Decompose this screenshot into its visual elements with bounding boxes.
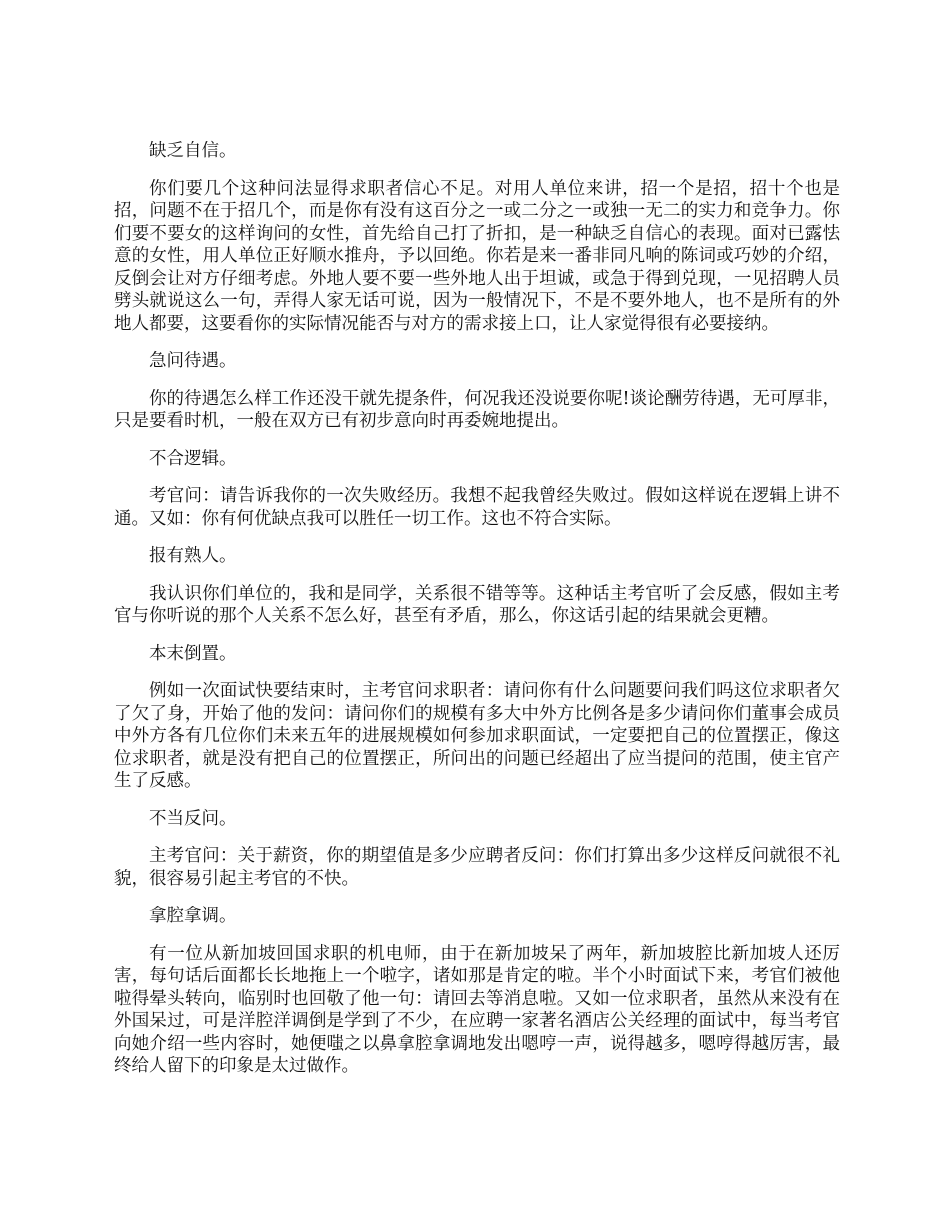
section-body: 你的待遇怎么样工作还没干就先提条件，何况我还没说要你呢!谈论酬劳待遇，无可厚非，只是要看时机，一般在双方已有初步意向时再委婉地提出。: [114, 388, 840, 431]
section-illogical: [114, 448, 840, 531]
section-body: 考官问：请告诉我你的一次失败经历。我想不起我曾经失败过。假如这样说在逻辑上讲不通。又如：你有何优缺点我可以胜任一切工作。这也不符合实际。: [114, 486, 840, 529]
section-misplaced-priorities: [114, 643, 840, 793]
section-heading: 不合逻辑。: [149, 448, 237, 469]
section-body: 有一位从新加坡回国求职的机电师，由于在新加坡呆了两年，新加坡腔比新加坡人还厉害，每句话后面都长长地拖上一个啦字，诸如那是肯定的啦。半个小时面试下来，考官们被他啦得晕头转向，临别时也回敬了他一句：请回去等消息啦。又如一位求职者，虽然从来没有在外国呆过，可是洋腔洋调倒是学到了不少，在应聘一家著名酒店公关经理的面试中，每当考官向她介绍一些内容时，她便嗤之以鼻拿腔拿调地发出嗯哼一声，说得越多，嗯哼得越厉害，最终给人留下的印象是太过做作。: [114, 943, 840, 1076]
section-heading: 缺乏自信。: [149, 141, 237, 161]
section-heading: 本末倒置。: [149, 643, 237, 664]
section-improper-question: [114, 808, 840, 891]
section-affected-accent: [114, 905, 840, 1078]
section-body: 我认识你们单位的，我和是同学，关系很不错等等。这种话主考官听了会反感，假如主考官与你听说的那个人关系不怎么好，甚至有矛盾，那么，你这话引起的结果就会更糟。: [114, 583, 840, 626]
section-heading: 拿腔拿调。: [149, 906, 237, 926]
section-body: 你们要几个这种问法显得求职者信心不足。对用人单位来讲，招一个是招，招十个也是招，问题不在于招几个，而是你有没有这百分之一或二分之一或独一无二的实力和竞争力。你们要不要女的这样询问的女性，首先给自己打了折扣，是一种缺乏自信心的表现。面对已露怯意的女性，用人单位正好顺水推舟，予以回绝。你若是来一番非同凡响的陈词或巧妙的介绍，反倒会让对方仔细考虑。外地人要不要一些外地人出于坦诚，或急于得到兑现，一见招聘人员劈头就说这么一句，弄得人家无话可说，因为一般情况下，不是不要外地人，也不是所有的外地人都要，这要看你的实际情况能否与对方的需求接上口，让人家觉得很有必要接纳。: [114, 178, 840, 334]
section-lack-confidence: [114, 140, 840, 335]
section-acquaintance: [114, 545, 840, 628]
section-heading: 报有熟人。: [149, 546, 237, 566]
section-body: 例如一次面试快要结束时，主考官问求职者：请问你有什么问题要问我们吗这位求职者欠了欠了身，开始了他的发问：请问你们的规模有多大中外方比例各是多少请问你们董事会成员中外方各有几位你们未来五年的进展规模如何参加求职面试，一定要把自己的位置摆正，像这位求职者，就是没有把自己的位置摆正，所问出的问题已经超出了应当提问的范围，使主官产生了反感。: [114, 681, 840, 791]
section-ask-salary: [114, 350, 840, 433]
section-heading: 急问待遇。: [149, 351, 237, 371]
document-page: [114, 140, 840, 1093]
section-heading: 不当反问。: [149, 808, 237, 829]
section-body: 主考官问：关于薪资，你的期望值是多少应聘者反问：你们打算出多少这样反问就很不礼貌，很容易引起主考官的不快。: [114, 846, 840, 889]
